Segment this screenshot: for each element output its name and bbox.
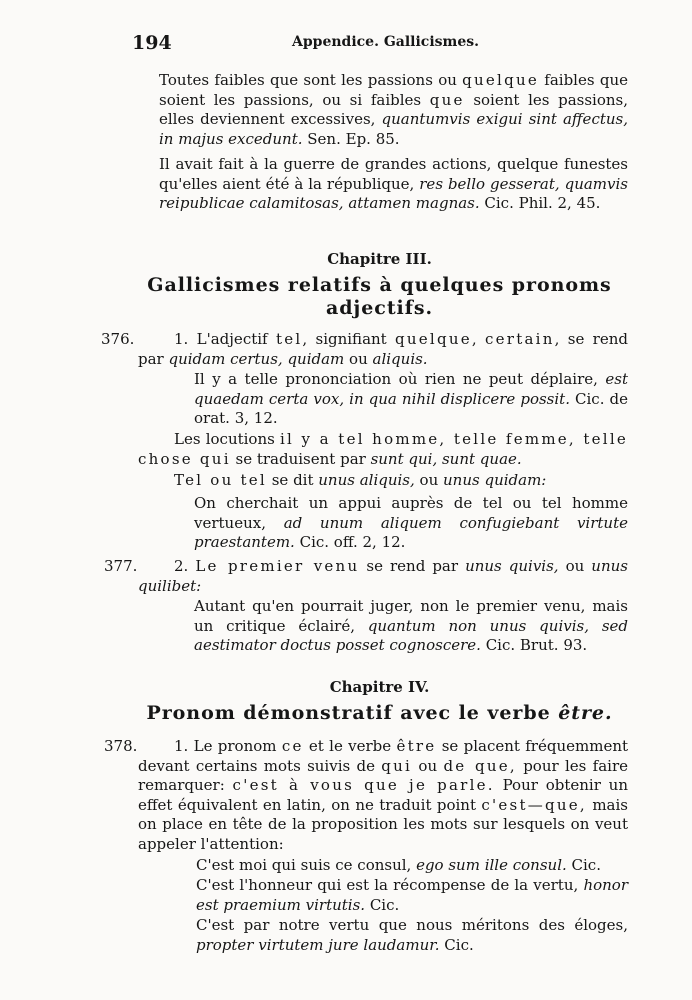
text: , se rend par	[138, 330, 628, 368]
spaced-term: il y a tel homme, telle femme, telle chose qui	[138, 430, 628, 468]
text: Pour obtenir un effet équivalent en latin, on ne traduit point	[138, 776, 628, 814]
spaced-term: qui	[381, 756, 413, 775]
spaced-term: c'est—que,	[481, 795, 587, 814]
rule-378	[138, 737, 628, 855]
latin-text: honor est praemium virtutis.	[196, 876, 628, 914]
spaced-term: Tel ou tel	[174, 471, 267, 489]
chapter-title	[132, 702, 627, 725]
spaced-term: certain	[485, 330, 555, 348]
rule-376	[138, 330, 628, 369]
latin-text: est quaedam certa vox, in qua nihil displicere possit.	[194, 370, 628, 408]
latin-text: unus quidam:	[443, 471, 547, 489]
text: ou	[412, 756, 444, 775]
text: se placent fréquemment devant certains mots suivis de	[138, 737, 629, 775]
latin-text: ad unum aliquem confugiebant virtute praestantem.	[194, 513, 628, 552]
text: faibles que soient les passions, ou si faibles	[159, 71, 628, 109]
text: ou	[344, 349, 373, 368]
text: et le verbe	[303, 737, 397, 755]
citation: Cic.	[439, 935, 474, 954]
paragraph-number: 377.	[104, 557, 138, 575]
text: 1. L'adjectif	[174, 330, 276, 348]
latin-text: quidam certus, quidam	[168, 349, 345, 368]
spaced-term: tel	[275, 330, 303, 348]
text: se traduisent par	[230, 449, 371, 468]
latin-text: quantumvis exigui sint affectus, in majus excedunt.	[159, 110, 628, 148]
text: Il avait fait à la guerre de grandes actions, quelque funestes qu'elles aient été à la république,	[159, 155, 628, 193]
text: On cherchait un appui auprès de tel ou tel homme vertueux,	[194, 494, 628, 532]
text: se rend par	[359, 557, 466, 575]
rule-376-locutions	[138, 430, 628, 469]
citation: Cic. off. 2, 12.	[294, 533, 406, 552]
spaced-term: quelque	[462, 71, 539, 89]
example-377-1	[194, 597, 628, 656]
text: C'est moi qui suis ce consul,	[196, 856, 417, 874]
text: pour les faire remarquer:	[138, 756, 628, 795]
example-376-1	[194, 370, 628, 429]
text: 1. Le pronom	[174, 737, 282, 755]
spaced-term: que	[429, 90, 465, 109]
italic-term: être.	[558, 702, 613, 724]
citation: Cic.	[566, 856, 601, 874]
example-378-3	[196, 916, 628, 955]
latin-text: propter virtutem jure laudamur.	[196, 935, 440, 954]
text: mais on place en tête de la proposition les mots sur lesquels on veut appeler l'attention:	[138, 795, 628, 853]
spaced-term: Le premier venu	[195, 557, 360, 575]
citation: Cic.	[365, 895, 400, 914]
text: soient les passions, elles deviennent excessives,	[159, 90, 628, 129]
latin-text: unus quilibet:	[138, 557, 628, 595]
latin-text: aliquis.	[372, 349, 428, 368]
chapter-label: Chapitre III.	[327, 250, 432, 268]
text: Pronom démonstratif avec le verbe	[146, 702, 559, 724]
citation: Cic. de orat. 3, 12.	[194, 389, 628, 428]
latin-text: unus quivis,	[465, 557, 559, 575]
latin-text: sunt qui, sunt quae.	[370, 449, 522, 468]
latin-text: quantum non unus quivis, sed aestimator doctus posset cognoscere.	[194, 616, 628, 655]
text: C'est l'honneur qui est la récompense de la vertu,	[196, 876, 584, 894]
rule-376-tel	[174, 471, 628, 491]
citation: Cic. Brut. 93.	[480, 636, 588, 655]
example-376-2	[194, 494, 628, 553]
text: ou	[558, 557, 592, 575]
text: se dit	[266, 471, 319, 489]
running-title: Appendice. Gallicismes.	[292, 34, 479, 50]
paragraph-number: 378.	[104, 737, 138, 755]
citation: Sen. Ep. 85.	[302, 129, 400, 148]
text: Il y a telle prononciation où rien ne peut déplaire,	[194, 370, 606, 388]
text: Les locutions	[174, 430, 280, 448]
spaced-term: c'est à vous que je parle.	[232, 776, 495, 795]
page-number: 194	[132, 32, 172, 54]
chapter-title: Gallicismes relatifs à quelques pronoms adjectifs.	[147, 274, 612, 319]
latin-text: ego sum ille consul.	[416, 856, 567, 874]
text: C'est par notre vertu que nous méritons des éloges,	[196, 916, 628, 934]
text: Toutes faibles que sont les passions ou	[159, 71, 463, 89]
text: 2.	[174, 557, 196, 575]
chapter-label: Chapitre IV.	[329, 678, 430, 696]
latin-text: res bello gesserat, quamvis reipublicae calamitosas, attamen magnas.	[159, 174, 628, 213]
latin-text: unus aliquis,	[318, 471, 415, 489]
paragraph-guerre	[159, 155, 628, 214]
spaced-term: ce	[281, 737, 304, 755]
paragraph-passions	[159, 71, 628, 149]
example-378-2	[196, 876, 628, 915]
rule-377	[138, 557, 628, 596]
text: ou	[414, 471, 444, 489]
running-header	[132, 32, 612, 56]
spaced-term: de que,	[443, 756, 517, 775]
citation: Cic. Phil. 2, 45.	[479, 194, 601, 213]
text: Autant qu'en pourrait juger, non le premier venu, mais un critique éclairé,	[194, 597, 628, 635]
text: , signifiant	[302, 330, 396, 348]
spaced-term: quelque	[395, 330, 472, 348]
example-378-1	[196, 856, 628, 876]
paragraph-number: 376.	[101, 330, 135, 348]
text: ,	[471, 330, 485, 348]
spaced-term: être	[396, 737, 437, 755]
